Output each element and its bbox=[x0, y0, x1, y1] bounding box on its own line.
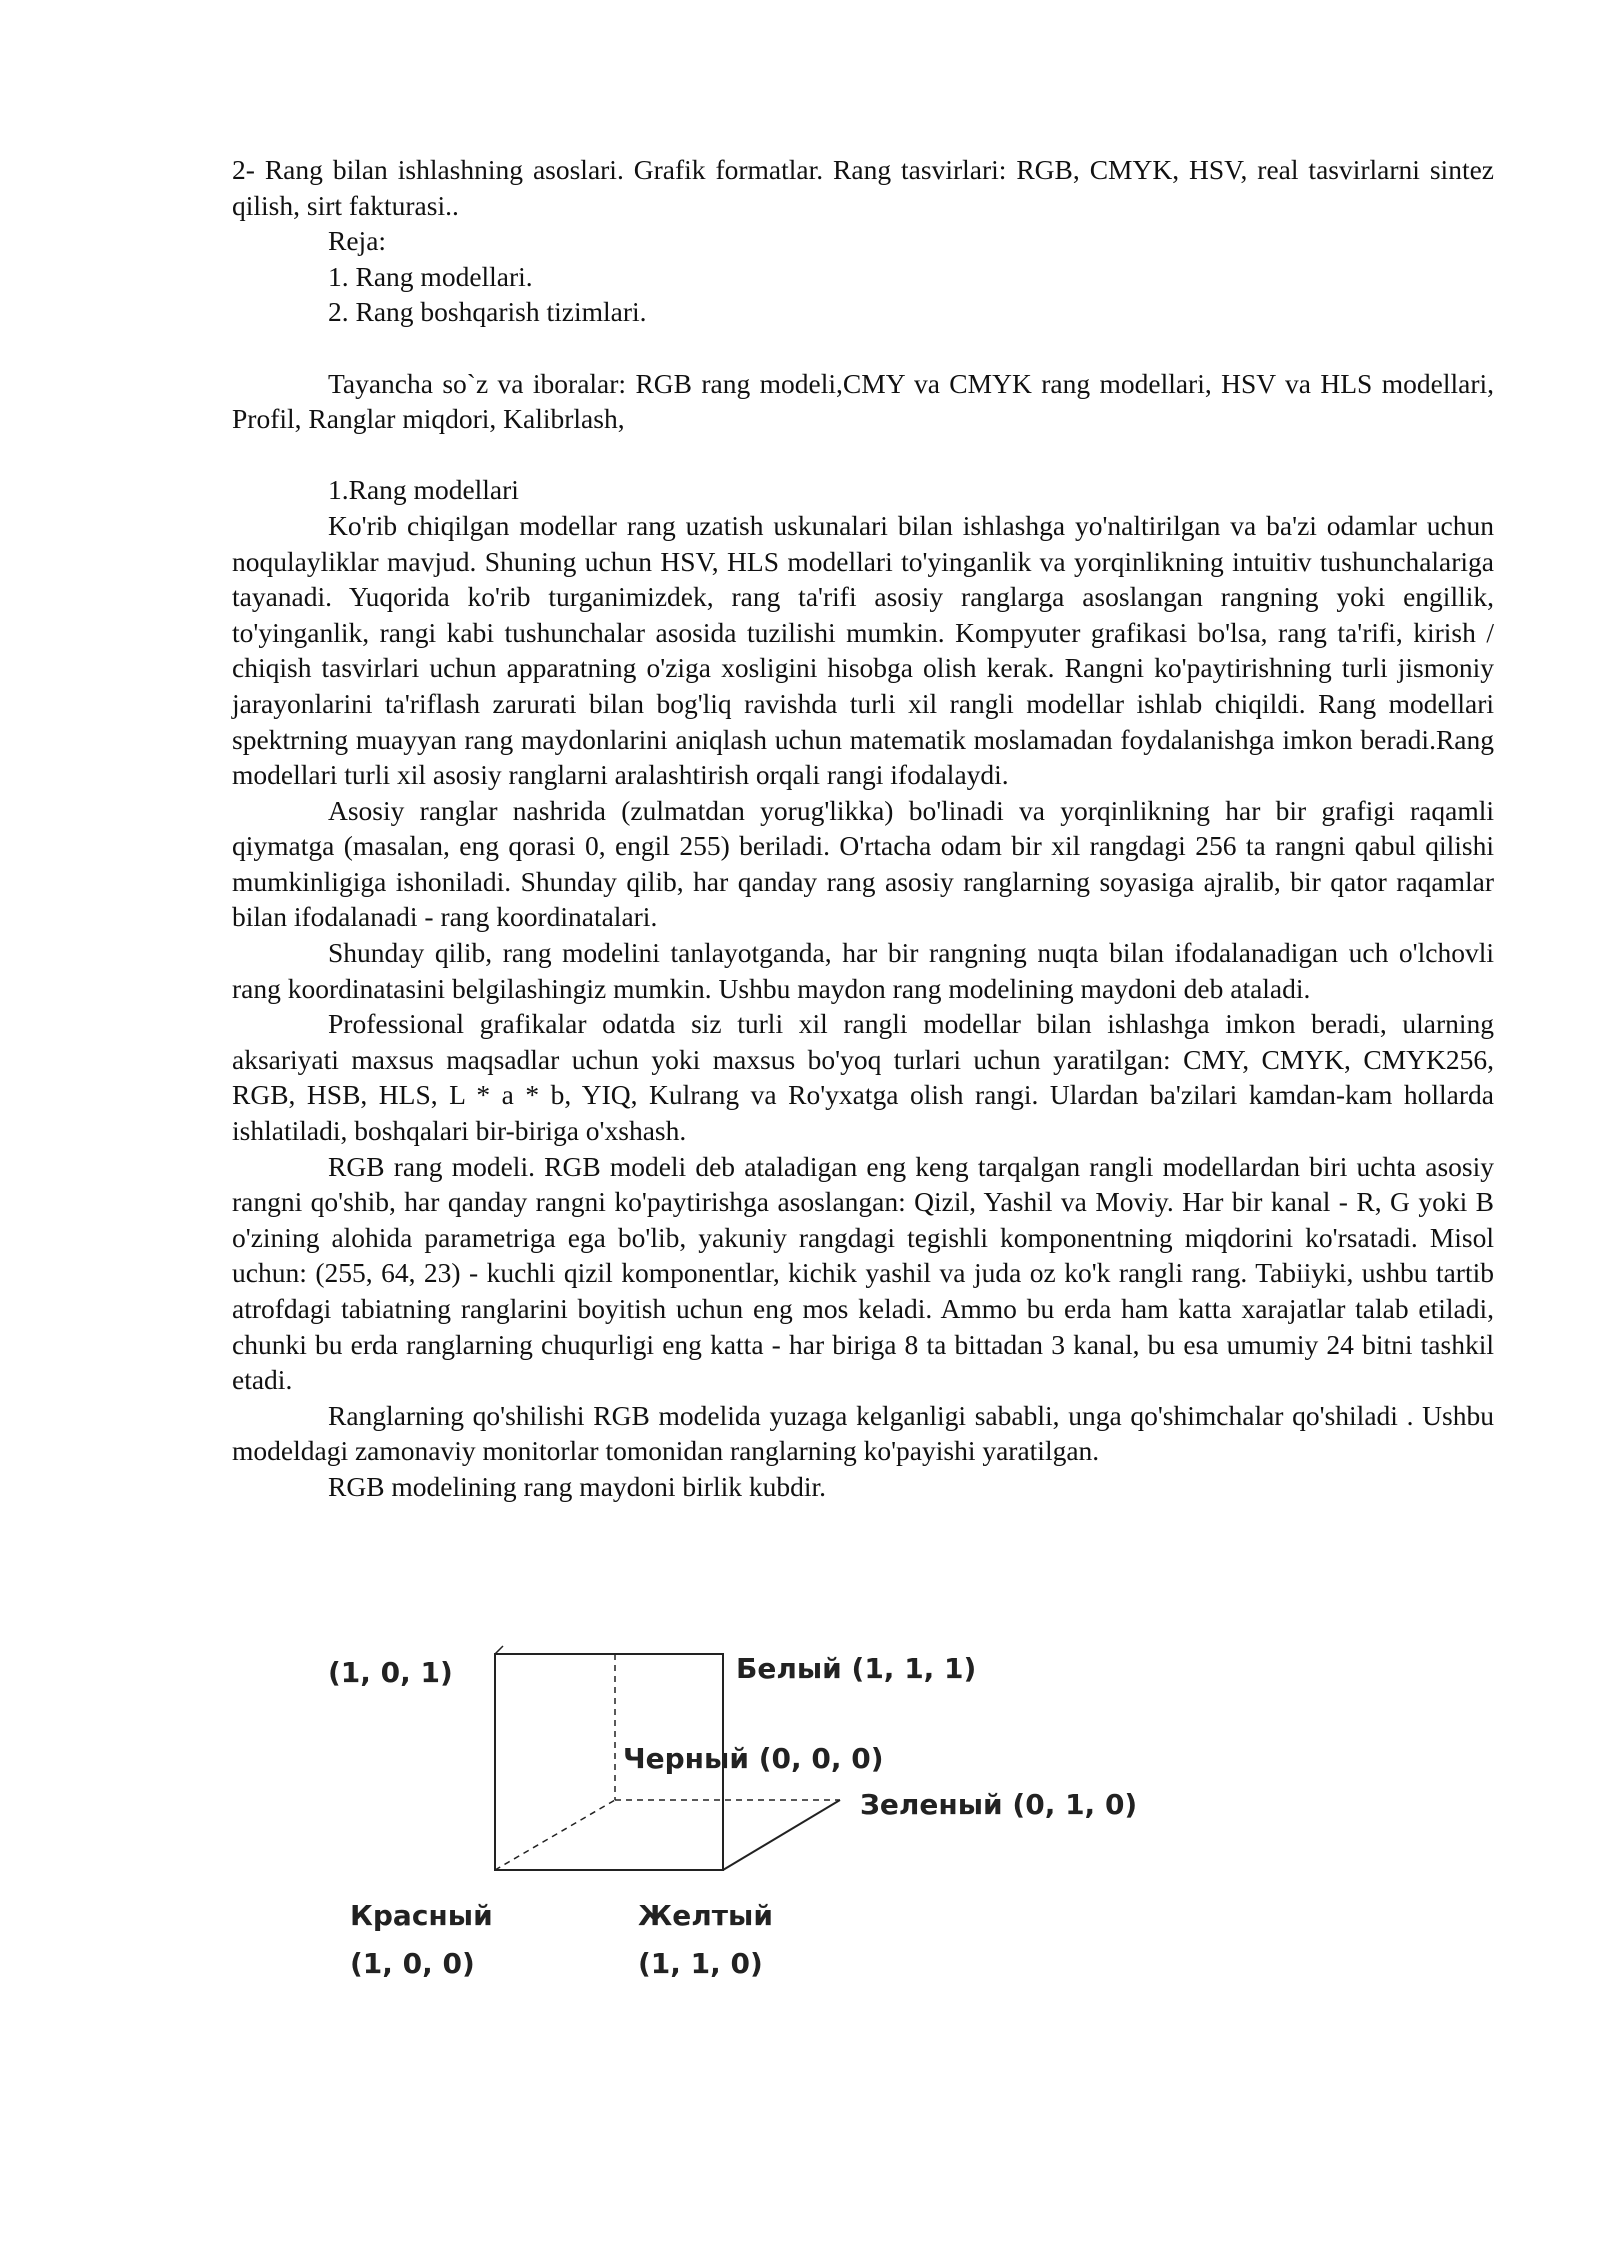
plan-item: 1. Rang modellari. bbox=[328, 260, 533, 292]
rgb-cube-diagram bbox=[320, 1640, 1170, 2000]
spacer bbox=[232, 330, 1494, 366]
label-green: Зеленый (0, 1, 0) bbox=[860, 1788, 1138, 1821]
body-paragraph: Professional grafikalar odatda siz turli xil rangli modellar bilan ishlashga imkon beradi, ularning aksariyati maxsus maqsadlar uchun yoki maxsus bo'yoq turlari uchun yaratilgan: CMY, CMYK, CMYK256, RGB, HSB, HLS, L * a * b, YIQ, Kulrang va Ro'yxatga olish rangi. Ulardan ba'zilari kamdan-kam hollarda ishlatiladi, boshqalari bir-biriga o'xshash. bbox=[232, 1008, 1494, 1147]
label-yellow-coords: (1, 1, 0) bbox=[638, 1947, 763, 1980]
label-black: Черный (0, 0, 0) bbox=[623, 1742, 884, 1775]
body-paragraph: Ko'rib chiqilgan modellar rang uzatish uskunalari bilan ishlashga yo'naltirilgan va ba'zi odamlar uchun noqulayliklar mavjud. Shuning uchun HSV, HLS modellari to'yinganlik va yorqinlikning intuitiv tushunchalariga tayanadi. Yuqorida ko'rib turganimizdek, rang ta'rifi asosiy ranglarga asoslangan rangning yoki engillik, to'yinganlik, rangi kabi tushunchalar asosida tuzilishi mumkin. Kompyuter grafikasi bo'lsa, rang ta'rifi, kirish / chiqish tasvirlari uchun apparatning o'ziga xosligini hisobga olish kerak. Rangni ko'paytirishning turli jismoniy jarayonlarini ta'riflash zarurati bilan bog'liq ravishda turli xil rangli modellar ishlab chiqildi. Rang modellari spektrning muayyan rang maydonlarini aniqlash uchun matematik moslamadan foydalanishga imkon beradi.Rang modellari turli xil asosiy ranglarni aralashtirish orqali rangi ifodalaydi. bbox=[232, 509, 1494, 791]
label-magenta: (1, 0, 1) bbox=[328, 1656, 453, 1689]
plan-item: 2. Rang boshqarish tizimlari. bbox=[328, 296, 647, 328]
body-paragraph: Ranglarning qo'shilishi RGB modelida yuzaga kelganligi sababli, unga qo'shimchalar qo'shiladi . Ushbu modeldagi zamonaviy monitorlar tomonidan ranglarning ko'payishi yaratilgan. bbox=[232, 1399, 1494, 1467]
label-yellow-name: Желтый bbox=[638, 1899, 773, 1932]
rgb-cube-figure bbox=[320, 1640, 1170, 2000]
body-paragraph: Asosiy ranglar nashrida (zulmatdan yorug'likka) bo'linadi va yorqinlikning har bir grafigi raqamli qiymatga (masalan, eng qorasi 0, engil 255) beriladi. O'rtacha odam bir xil rangdagi 256 ta rangni qabul qilishi mumkinligiga ishoniladi. Shunday qilib, har qanday rang asosiy ranglarning soyasiga ajralib, bir qator raqamlar bilan ifodalanadi - rang koordinatalari. bbox=[232, 794, 1494, 933]
document-body bbox=[232, 152, 1494, 1505]
body-paragraph: RGB rang modeli. RGB modeli deb ataladigan eng keng tarqalgan rangli modellardan biri uchta asosiy rangni qo'shib, har qanday rangni ko'paytirishga asoslangan: Qizil, Yashil va Moviy. Har bir kanal - R, G yoki B o'zining alohida parametriga ega bo'lib, yakuniy rangdagi tegishli komponentning miqdorini ko'rsatadi. Misol uchun: (255, 64, 23) - kuchli qizil komponentlar, kichik yashil va juda oz ko'k rangli rang. Tabiiyki, ushbu tartib atrofdagi tabiatning ranglarini boyitish uchun eng mos keladi. Ammo bu erda ham katta xarajatlar talab etiladi, chunki bu erda ranglarning chuqurligi eng katta - har biriga 8 ta bittadan 3 kanal, bu esa umumiy 24 bitni tashkil etadi. bbox=[232, 1150, 1494, 1396]
spacer bbox=[232, 437, 1494, 473]
cube-hidden-edge bbox=[495, 1800, 615, 1870]
cube-edge bbox=[495, 1646, 503, 1654]
keywords-paragraph: Tayancha so`z va iboralar: RGB rang modeli,CMY va CMYK rang modellari, HSV va HLS modellari, Profil, Ranglar miqdori, Kalibrlash, bbox=[232, 367, 1494, 435]
label-white: Белый (1, 1, 1) bbox=[736, 1652, 977, 1685]
label-red-coords: (1, 0, 0) bbox=[350, 1947, 475, 1980]
section-title: 1.Rang modellari bbox=[328, 474, 519, 506]
closing-line: RGB modelining rang maydoni birlik kubdir. bbox=[328, 1470, 827, 1502]
cube-edge bbox=[723, 1800, 840, 1870]
label-red-name: Красный bbox=[350, 1899, 493, 1932]
plan-title: Reja: bbox=[328, 225, 387, 257]
document-heading: 2- Rang bilan ishlashning asoslari. Grafik formatlar. Rang tasvirlari: RGB, CMYK, HSV, real tasvirlarni sintez qilish, sirt fakturasi.. bbox=[232, 154, 1494, 221]
body-paragraph: Shunday qilib, rang modelini tanlayotganda, har bir rangning nuqta bilan ifodalanadigan uch o'lchovli rang koordinatasini belgilashingiz mumkin. Ushbu maydon rang modelining maydoni deb ataladi. bbox=[232, 937, 1494, 1004]
